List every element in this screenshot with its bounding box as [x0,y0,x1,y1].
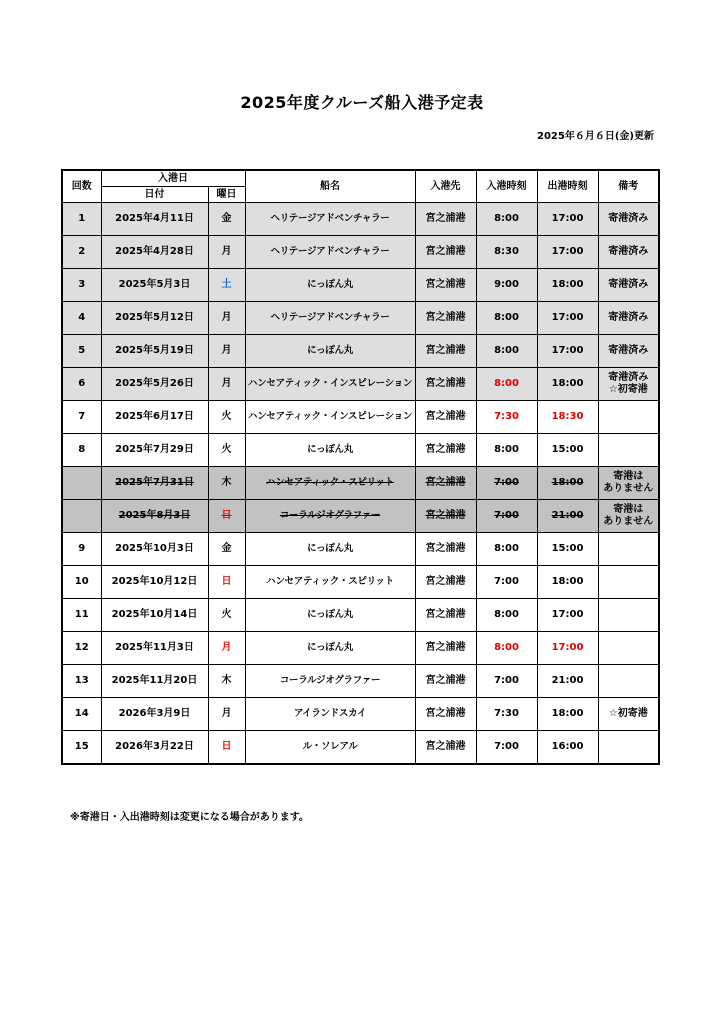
cell-remarks [598,599,659,632]
struck-text: 宮之浦港 [425,477,466,488]
header-arrival-time: 入港時刻 [476,170,537,203]
struck-text: 2025年7月31日 [115,477,194,488]
remarks-line-2: ☆初寄港 [608,384,648,395]
cell-ship: にっぽん丸 [245,599,415,632]
cell-port: 宮之浦港 [415,401,476,434]
cell-departure: 17:00 [537,236,598,269]
cell-port: 宮之浦港 [415,698,476,731]
cell-date: 2025年11月3日 [101,632,208,665]
remarks-line: 寄港済み [608,312,649,323]
cell-remarks [598,269,659,302]
cell-port: 宮之浦港 [415,302,476,335]
remarks-line: 寄港済み [608,213,649,224]
cell-weekday: 月 [208,335,245,368]
cell-no: 8 [62,434,101,467]
cell-ship: ヘリテージアドベンチャラー [245,236,415,269]
cell-arrival: 8:00 [476,533,537,566]
cell-weekday: 土 [208,269,245,302]
cell-departure: 18:30 [537,401,598,434]
cell-ship: ヘリテージアドベンチャラー [245,203,415,236]
remarks-line: 寄港は [613,504,644,515]
cell-date: 2025年4月28日 [101,236,208,269]
header-date: 日付 [101,187,208,203]
cell-departure: 18:00 [537,566,598,599]
cell-no: 1 [62,203,101,236]
cell-departure: 17:00 [537,302,598,335]
cell-date: 2025年7月29日 [101,434,208,467]
cell-remarks [598,203,659,236]
remarks-line-2: ありません [603,516,654,527]
cell-date: 2025年5月12日 [101,302,208,335]
cell-no: 15 [62,731,101,764]
cell-no [62,467,101,500]
table-row [62,368,659,401]
cell-departure: 18:00 [537,368,598,401]
cell-departure: 16:00 [537,731,598,764]
cell-date: 2025年11月20日 [101,665,208,698]
cell-remarks [598,533,659,566]
cell-ship [245,467,415,500]
cell-port [415,500,476,533]
table-row [62,401,659,434]
remarks-line: 寄港は [613,471,644,482]
table-row [62,533,659,566]
struck-text: 7:00 [494,510,519,521]
cell-weekday: 日 [208,566,245,599]
cell-port: 宮之浦港 [415,236,476,269]
cell-date: 2025年10月14日 [101,599,208,632]
cell-arrival: 8:00 [476,599,537,632]
cell-departure: 21:00 [537,665,598,698]
cell-arrival: 8:30 [476,236,537,269]
cell-ship: ハンセアティック・インスピレーション [245,368,415,401]
cell-remarks [598,566,659,599]
cell-arrival: 8:00 [476,368,537,401]
cell-remarks [598,401,659,434]
header-arrival-day: 入港日 [101,170,245,187]
header-remarks: 備考 [598,170,659,203]
table-row-cancelled [62,467,659,500]
cell-ship: にっぽん丸 [245,269,415,302]
cell-no: 7 [62,401,101,434]
struck-text: 18:00 [551,477,584,488]
cell-ship: ハンセアティック・インスピレーション [245,401,415,434]
cell-arrival: 8:00 [476,434,537,467]
cell-arrival [476,467,537,500]
table-row [62,335,659,368]
header-departure-time: 出港時刻 [537,170,598,203]
cell-weekday: 月 [208,632,245,665]
remarks-line: ☆初寄港 [608,708,648,719]
cell-date: 2025年5月26日 [101,368,208,401]
struck-text: コーラルジオグラファー [279,510,381,521]
header-no: 回数 [62,170,101,203]
remarks-line-2: ありません [603,483,654,494]
table-row [62,731,659,764]
cell-weekday [208,500,245,533]
cell-departure: 18:00 [537,698,598,731]
struck-text: 7:00 [494,477,519,488]
cell-port: 宮之浦港 [415,203,476,236]
cell-remarks [598,731,659,764]
cell-weekday: 月 [208,236,245,269]
cell-weekday: 木 [208,665,245,698]
remarks-line: 寄港済み [608,345,649,356]
table-row [62,632,659,665]
cell-arrival: 8:00 [476,302,537,335]
cell-remarks [598,698,659,731]
cell-weekday: 火 [208,434,245,467]
table-row [62,599,659,632]
cell-arrival: 7:30 [476,401,537,434]
cell-no: 14 [62,698,101,731]
remarks-line: 寄港済み [608,372,649,383]
cell-departure [537,500,598,533]
cell-ship: コーラルジオグラファー [245,665,415,698]
page-title: 2025年度クルーズ船入港予定表 [240,93,484,112]
cell-departure: 18:00 [537,269,598,302]
cell-weekday: 火 [208,401,245,434]
cell-port: 宮之浦港 [415,335,476,368]
cell-arrival: 9:00 [476,269,537,302]
cell-date: 2025年5月19日 [101,335,208,368]
cell-arrival: 8:00 [476,632,537,665]
cell-remarks [598,665,659,698]
cell-port: 宮之浦港 [415,665,476,698]
cell-remarks [598,335,659,368]
struck-text: 日 [221,510,232,521]
cell-date: 2025年10月3日 [101,533,208,566]
cell-arrival [476,500,537,533]
cell-remarks [598,236,659,269]
cell-weekday: 木 [208,467,245,500]
table-row [62,236,659,269]
table-row [62,434,659,467]
cell-remarks [598,368,659,401]
cell-remarks [598,500,659,533]
cell-port: 宮之浦港 [415,533,476,566]
cell-weekday: 月 [208,698,245,731]
cell-port: 宮之浦港 [415,632,476,665]
cell-ship: にっぽん丸 [245,632,415,665]
cell-no: 4 [62,302,101,335]
cell-arrival: 7:30 [476,698,537,731]
struck-text: ハンセアティック・スピリット [266,477,394,488]
cell-arrival: 7:00 [476,665,537,698]
cell-no: 11 [62,599,101,632]
table-row-cancelled [62,500,659,533]
header-ship: 船名 [245,170,415,203]
cell-weekday: 日 [208,731,245,764]
cell-departure: 15:00 [537,533,598,566]
cell-ship: にっぽん丸 [245,335,415,368]
cell-weekday: 火 [208,599,245,632]
cell-date [101,500,208,533]
remarks-line: 寄港済み [608,279,649,290]
table-row [62,203,659,236]
cruise-schedule-table [61,169,660,765]
cell-arrival: 8:00 [476,335,537,368]
cell-no: 13 [62,665,101,698]
cell-ship: アイランドスカイ [245,698,415,731]
cell-remarks [598,302,659,335]
header-port: 入港先 [415,170,476,203]
cell-date: 2026年3月22日 [101,731,208,764]
table-row [62,566,659,599]
cell-no: 12 [62,632,101,665]
cell-ship: ヘリテージアドベンチャラー [245,302,415,335]
table-row [62,698,659,731]
cell-port: 宮之浦港 [415,599,476,632]
cell-departure: 15:00 [537,434,598,467]
remarks-line: 寄港済み [608,246,649,257]
updated-date: 2025年６月６日(金)更新 [537,131,654,142]
cell-date: 2025年6月17日 [101,401,208,434]
cell-weekday: 金 [208,533,245,566]
cell-remarks [598,434,659,467]
cell-weekday: 月 [208,302,245,335]
cell-date [101,467,208,500]
cell-date: 2025年10月12日 [101,566,208,599]
cell-no: 2 [62,236,101,269]
cell-date: 2025年4月11日 [101,203,208,236]
table-row [62,269,659,302]
cell-no: 3 [62,269,101,302]
cell-weekday: 金 [208,203,245,236]
cell-port: 宮之浦港 [415,731,476,764]
cell-ship: にっぽん丸 [245,434,415,467]
table-row [62,665,659,698]
cell-port: 宮之浦港 [415,434,476,467]
cell-ship [245,500,415,533]
cell-arrival: 8:00 [476,203,537,236]
cell-no: 6 [62,368,101,401]
cell-arrival: 7:00 [476,566,537,599]
struck-text: 2025年8月3日 [118,510,191,521]
cell-ship: ル・ソレアル [245,731,415,764]
header-weekday: 曜日 [208,187,245,203]
cell-port: 宮之浦港 [415,269,476,302]
cell-no [62,500,101,533]
table-row [62,302,659,335]
cell-remarks [598,632,659,665]
cell-departure: 17:00 [537,599,598,632]
cell-ship: ハンセアティック・スピリット [245,566,415,599]
cell-remarks [598,467,659,500]
cell-no: 5 [62,335,101,368]
cell-date: 2026年3月9日 [101,698,208,731]
cell-departure: 17:00 [537,335,598,368]
cell-ship: にっぽん丸 [245,533,415,566]
cell-port: 宮之浦港 [415,566,476,599]
cell-weekday: 月 [208,368,245,401]
cell-arrival: 7:00 [476,731,537,764]
cell-departure: 17:00 [537,203,598,236]
struck-text: 21:00 [551,510,584,521]
cell-no: 10 [62,566,101,599]
cell-port: 宮之浦港 [415,368,476,401]
cell-port [415,467,476,500]
struck-text: 宮之浦港 [425,510,466,521]
cell-date: 2025年5月3日 [101,269,208,302]
cell-departure: 17:00 [537,632,598,665]
footnote: ※寄港日・入出港時刻は変更になる場合があります。 [70,812,309,823]
cell-departure [537,467,598,500]
cell-no: 9 [62,533,101,566]
